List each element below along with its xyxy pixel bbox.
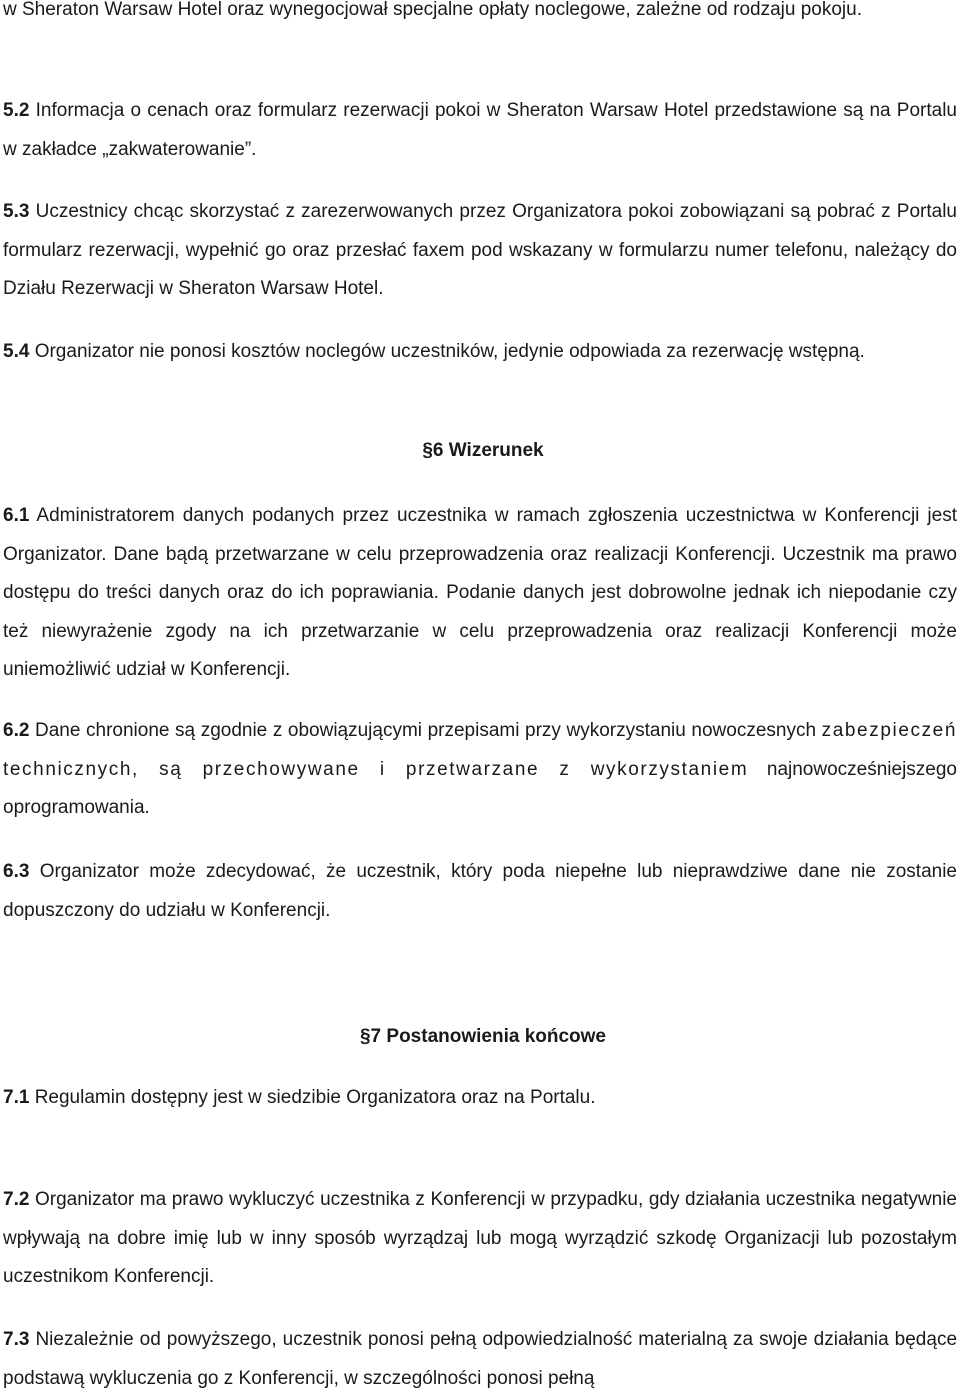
paragraph-6-2 [3,712,957,828]
paragraph-text-end: najnowocześniejszego oprogramowania. [3,758,957,818]
section-6-heading: §6 Wizerunek [422,440,544,461]
paragraph-text: Dane chronione są zgodnie z obowiązującymi przepisami przy wykorzystaniu nowoczesnych [35,720,817,741]
paragraph-text: Informacja o cenach oraz formularz rezerwacji pokoi w Sheraton Warsaw Hotel przedstawione są na Portalu w zakładce „zakwaterowanie”. [3,100,957,160]
paragraph-6-1 [3,497,957,690]
paragraph-7-1 [3,1079,957,1118]
paragraph-text: Administratorem danych podanych przez uczestnika w ramach zgłoszenia uczestnictwa w Konferencji jest Organizator. Dane bądą przetwarzane w celu przeprowadzenia oraz realizacji Konferencji. Uczestnik ma prawo dostępu do treści danych oraz do ich poprawiania. Podanie danych jest dobrowolne jednak ich niepodanie czy też niewyrażenie zgody na ich przetwarzanie w celu przeprowadzenia oraz realizacji Konferencji może uniemożliwić udział w Konferencji. [3,505,958,680]
paragraph-text: w Sheraton Warsaw Hotel oraz wynegocjował specjalne opłaty noclegowe, zależne od rodzaju pokoju. [3,0,862,20]
paragraph-text: Niezależnie od powyższego, uczestnik ponosi pełną odpowiedzialność materialną za swoje działania będące podstawą wykluczenia go z Konferencji, w szczególności ponosi pełną [3,1329,958,1389]
paragraph-5-3 [3,193,957,309]
paragraph-text: Organizator nie ponosi kosztów noclegów uczestników, jedynie odpowiada za rezerwację wstępną. [34,341,865,362]
paragraph-number: 6.2 [3,720,30,741]
paragraph-7-2 [3,1181,957,1297]
section-7-heading: §7 Postanowienia końcowe [359,1026,607,1047]
paragraph-number: 5.3 [3,201,30,222]
paragraph-text: Organizator ma prawo wykluczyć uczestnika z Konferencji w przypadku, gdy działania uczestnika negatywnie wpływają na dobre imię lub w inny sposób wyrządzaj lub mogą wyrządzić szkodę Organizacji lub pozostałym uczestnikom Konferencji. [3,1189,958,1287]
paragraph-number: 6.3 [3,861,30,882]
paragraph-number: 7.2 [3,1189,30,1210]
paragraph-number: 7.1 [3,1087,30,1108]
paragraph-text-spaced: zabezpieczeń technicznych, są przechowywane i przetwarzane z wykorzystaniem [3,720,958,780]
paragraph-text: Organizator może zdecydować, że uczestnik, który poda niepełne lub nieprawdziwe dane nie zostanie dopuszczony do udziału w Konferencji. [3,861,957,921]
paragraph-5-2 [3,92,957,169]
paragraph-6-3 [3,853,957,930]
paragraph-number: 5.4 [3,341,30,362]
paragraph-number: 7.3 [3,1329,30,1350]
paragraph-7-3 [3,1321,957,1398]
paragraph-5-4 [3,333,957,372]
paragraph-text: Uczestnicy chcąc skorzystać z zarezerwowanych przez Organizatora pokoi zobowiązani są pobrać z Portalu formularz rezerwacji, wypełnić go oraz przesłać faxem pod wskazany w formularzu numer telefonu, należący do Działu Rezerwacji w Sheraton Warsaw Hotel. [3,201,957,299]
paragraph-text: Regulamin dostępny jest w siedzibie Organizatora oraz na Portalu. [34,1087,596,1108]
paragraph-5-1-continuation [3,0,957,30]
paragraph-number: 5.2 [3,100,30,121]
paragraph-number: 6.1 [3,505,30,526]
